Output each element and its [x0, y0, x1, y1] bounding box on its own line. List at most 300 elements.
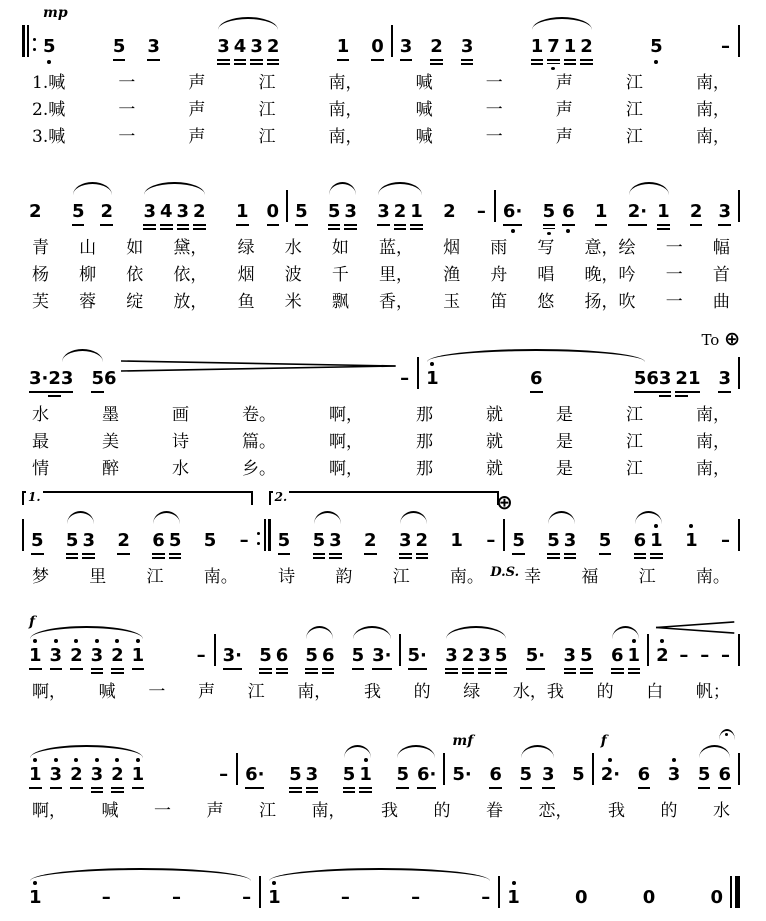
note — [489, 758, 502, 798]
note-number: 3 — [398, 530, 412, 551]
system — [22, 614, 740, 706]
note — [408, 639, 427, 679]
barline — [738, 190, 740, 235]
lyric-syllable: 啊， — [329, 432, 363, 452]
note-underlines — [328, 222, 341, 235]
octave-dot-above — [272, 881, 276, 885]
note-underlines — [117, 551, 130, 564]
note — [452, 758, 471, 798]
note-underlines — [628, 222, 647, 235]
underline — [160, 224, 173, 226]
lyric-syllable: 一 — [665, 265, 683, 285]
note-group — [600, 733, 621, 798]
barline — [738, 634, 740, 679]
note-number: 3 — [658, 368, 672, 389]
note-number: 6 — [637, 764, 651, 785]
lyric-syllable: 篇。 — [242, 432, 276, 452]
underline — [31, 553, 44, 555]
note — [276, 639, 289, 679]
note — [196, 639, 207, 679]
octave-dot-above — [512, 881, 516, 885]
lyric-syllable: 是 — [556, 432, 573, 452]
lyric-syllable: 如 — [331, 238, 349, 258]
note-group — [443, 179, 456, 235]
note — [111, 758, 124, 798]
underline — [394, 224, 407, 226]
underline — [628, 668, 641, 670]
note-group — [400, 14, 474, 70]
note-group — [634, 508, 663, 564]
note-number: 4 — [159, 201, 173, 222]
lyric-syllable: 飘 — [331, 292, 349, 312]
underline — [547, 63, 560, 65]
note-number: – — [411, 887, 421, 908]
note-number: 5 — [65, 530, 79, 551]
underline — [66, 553, 79, 555]
note-underlines — [575, 908, 588, 921]
note-underlines — [450, 551, 463, 564]
lyric-syllable: 扬，吹 — [584, 292, 636, 312]
lyric-syllable: 如 — [126, 238, 144, 258]
note — [377, 195, 390, 235]
note-underlines — [410, 222, 423, 235]
note-number: 2 — [443, 201, 456, 222]
octave-dot-above — [54, 639, 58, 643]
note — [503, 195, 522, 235]
note — [450, 524, 463, 564]
note-number: 2 — [364, 530, 377, 551]
lyric-syllable: 最 — [32, 432, 49, 452]
note — [564, 639, 577, 679]
note-underlines — [718, 389, 731, 402]
note — [531, 30, 544, 70]
note-number: – — [171, 887, 181, 908]
underline — [337, 59, 350, 61]
note-underlines — [177, 222, 190, 235]
lyric-syllable: 那 — [416, 459, 433, 479]
lyric-syllable: 蓉 — [79, 292, 97, 312]
slur — [30, 626, 143, 639]
underline — [91, 791, 104, 793]
underline — [599, 553, 612, 555]
underline — [223, 668, 242, 670]
note — [580, 639, 593, 679]
note-underlines — [408, 666, 427, 679]
note-number: – — [721, 530, 731, 551]
note-number: 3 — [344, 201, 357, 222]
note — [234, 30, 247, 70]
note-number: 5 — [168, 530, 182, 551]
slur — [532, 17, 592, 30]
underline — [657, 224, 670, 226]
underline — [634, 391, 647, 393]
underline — [564, 553, 577, 555]
note-underlines — [678, 666, 689, 679]
lyric-syllable: 是 — [556, 405, 573, 425]
note-underlines — [650, 551, 663, 564]
note — [690, 195, 703, 235]
measure — [419, 346, 738, 402]
note-number: 3 — [399, 36, 413, 57]
note-number: 3 — [718, 368, 731, 389]
underline — [657, 228, 670, 230]
underline — [250, 63, 263, 65]
note-group — [236, 179, 279, 235]
note-number: – — [196, 645, 206, 666]
note-number: 1 — [507, 887, 520, 908]
note-number: 5 — [580, 645, 593, 666]
lyric-syllable: 江 — [259, 801, 276, 821]
underline — [305, 672, 318, 674]
note-underlines — [572, 785, 585, 798]
barline-stroke — [264, 519, 266, 551]
underline — [111, 672, 124, 674]
note-number: 6 — [718, 764, 731, 785]
underline — [718, 391, 731, 393]
lyric-syllable: 波 — [284, 265, 302, 285]
lyric-syllable: 一 — [154, 801, 171, 821]
note-group — [278, 508, 291, 564]
note-group — [29, 865, 252, 921]
notes-row — [22, 733, 740, 798]
underline — [160, 228, 173, 230]
barline-stroke — [22, 25, 25, 57]
measure — [271, 490, 504, 564]
note-group — [29, 614, 145, 679]
note — [720, 524, 731, 564]
lyric-syllable: 声 — [188, 100, 206, 120]
underline — [132, 787, 145, 789]
note-group — [710, 865, 723, 921]
underline — [306, 791, 319, 793]
lyric-syllable: 米 — [284, 292, 302, 312]
note-number: – — [700, 645, 710, 666]
lyric-syllable: 南， — [328, 73, 363, 93]
note-underlines — [445, 666, 458, 679]
lyric-syllable: 江 — [258, 100, 276, 120]
note-underlines — [394, 222, 407, 235]
note-group — [29, 346, 48, 402]
barline — [730, 876, 740, 921]
slur — [612, 626, 639, 639]
underline — [132, 668, 145, 670]
note — [634, 362, 647, 402]
note-number: 6 — [633, 530, 647, 551]
lyric-syllable: 的 — [413, 682, 431, 702]
note — [104, 362, 117, 402]
octave-dot-above — [632, 639, 636, 643]
note — [313, 524, 326, 564]
hairpin-lines — [121, 359, 396, 373]
note-number: 3 — [718, 201, 731, 222]
underline — [29, 668, 42, 670]
lyric-syllable: 南， — [328, 100, 363, 120]
note — [400, 30, 413, 70]
note-underlines — [91, 389, 104, 402]
note-number: 3 — [90, 764, 104, 785]
lyric-syllable: 首 — [712, 265, 730, 285]
note-number: 2 — [675, 368, 688, 389]
underline — [503, 224, 522, 226]
note — [718, 195, 731, 235]
underline — [526, 668, 545, 670]
underline — [512, 553, 525, 555]
note-underlines — [628, 666, 641, 679]
note-number: 6 — [103, 368, 117, 389]
octave-dot-above — [430, 362, 434, 366]
note — [111, 639, 124, 679]
note-number: 2 — [461, 645, 475, 666]
note-underlines — [29, 666, 42, 679]
note-group — [628, 179, 670, 235]
system — [22, 490, 740, 591]
note-number: 3 — [60, 368, 74, 389]
note-group — [399, 346, 410, 402]
note-number: 6 — [562, 201, 575, 222]
note — [171, 881, 182, 921]
note-underlines — [462, 666, 475, 679]
note-number: 2 — [111, 645, 124, 666]
underline — [113, 59, 126, 61]
barline — [738, 25, 740, 70]
note-number: 1 — [627, 645, 641, 666]
note — [50, 758, 63, 798]
note-underlines — [50, 666, 63, 679]
note-underlines — [530, 389, 543, 402]
lyric-syllable: 的 — [433, 801, 451, 821]
barline — [22, 25, 36, 70]
underline — [344, 224, 357, 226]
lyric-syllable: 一 — [118, 127, 136, 147]
underline — [50, 787, 63, 789]
slur — [30, 745, 143, 758]
note — [329, 524, 342, 564]
note-underlines — [82, 551, 95, 564]
note — [100, 195, 113, 235]
note-underlines — [399, 551, 412, 564]
underline — [193, 224, 206, 226]
lyric-syllable: 一 — [118, 73, 136, 93]
note-group — [650, 14, 663, 70]
lyric-syllable: 一 — [148, 682, 166, 702]
note-number: 3 — [217, 36, 230, 57]
note-underlines — [147, 57, 160, 70]
underline — [289, 791, 302, 793]
lyric-syllable: 就 — [486, 432, 503, 452]
note — [399, 362, 410, 402]
underline — [675, 391, 688, 393]
underline — [152, 553, 165, 555]
note-underlines — [66, 551, 79, 564]
note-underlines — [322, 666, 335, 679]
underline — [193, 228, 206, 230]
note-group — [104, 346, 117, 402]
note — [688, 362, 701, 402]
dynamic-mark: mp — [43, 5, 68, 21]
slur — [400, 511, 427, 524]
note — [289, 758, 302, 798]
underline — [295, 224, 308, 226]
note-underlines — [580, 57, 593, 70]
note-underlines — [526, 666, 545, 679]
underline — [359, 791, 372, 793]
underline — [177, 228, 190, 230]
slur — [699, 745, 730, 758]
note-number: 0 — [642, 887, 656, 908]
note-underlines — [698, 785, 711, 798]
note-underlines — [169, 551, 182, 564]
note — [638, 758, 651, 798]
note-group — [575, 865, 588, 921]
measure — [216, 623, 399, 679]
note-number: 2 — [193, 201, 206, 222]
lyric-syllable: 2.喊 — [32, 100, 66, 120]
note-underlines — [43, 57, 56, 70]
note-underlines — [443, 222, 456, 235]
note-group — [117, 508, 130, 564]
note-group — [643, 865, 656, 921]
lyric-syllable: 柳 — [79, 265, 97, 285]
note-number: 3 — [542, 764, 555, 785]
note-number: 5 — [342, 764, 356, 785]
underline — [410, 224, 423, 226]
note-number: 1 — [594, 201, 608, 222]
underline — [543, 228, 556, 230]
note-group — [337, 14, 384, 70]
note-underlines — [218, 785, 229, 798]
lyric-syllable: 乡。 — [242, 459, 276, 479]
note — [113, 30, 126, 70]
lyric-syllable: 恋， — [538, 801, 573, 821]
notes-row — [22, 865, 740, 921]
octave-dot-below — [47, 60, 51, 64]
note-number: 5 — [259, 645, 272, 666]
note-underlines — [634, 389, 647, 402]
measure — [24, 490, 257, 564]
note — [530, 362, 543, 402]
system — [22, 865, 740, 921]
lyric-syllable: 喊 — [101, 801, 119, 821]
note — [218, 758, 229, 798]
measure — [22, 346, 417, 402]
note — [66, 524, 79, 564]
underline — [313, 557, 326, 559]
lyric-syllable: 一 — [485, 73, 503, 93]
lyric-line — [22, 429, 740, 456]
note-underlines — [520, 785, 533, 798]
underline — [217, 63, 230, 65]
coda-icon: ⊕ — [495, 490, 513, 514]
note-underlines — [657, 222, 670, 235]
note-underlines — [417, 785, 436, 798]
barline — [257, 519, 271, 564]
note-underlines — [564, 551, 577, 564]
note — [344, 195, 357, 235]
note-underlines — [29, 908, 42, 921]
note-number: 5 — [31, 530, 44, 551]
note — [268, 881, 281, 921]
note-group — [452, 733, 474, 798]
slur — [427, 349, 645, 362]
note-group — [699, 623, 710, 679]
underline — [445, 672, 458, 674]
note-underlines — [562, 222, 575, 235]
note-underlines — [372, 666, 391, 679]
note — [70, 639, 83, 679]
note — [628, 639, 641, 679]
underline — [580, 59, 593, 61]
lyric-syllable: 里 — [89, 567, 107, 587]
note — [399, 524, 412, 564]
lyric-syllable: 一 — [485, 100, 503, 120]
underline — [278, 553, 291, 555]
measure — [261, 865, 498, 921]
note-number: 2 — [580, 36, 593, 57]
note — [495, 639, 508, 679]
note-underlines — [70, 666, 83, 679]
underline — [289, 787, 302, 789]
note-underlines — [400, 57, 413, 70]
note-number: 6· — [502, 201, 523, 222]
underline — [100, 224, 113, 226]
note — [306, 758, 319, 798]
note — [685, 524, 698, 564]
underline — [417, 787, 436, 789]
note — [564, 30, 577, 70]
note — [217, 30, 230, 70]
note-underlines — [720, 57, 731, 70]
note-number: 5 — [203, 530, 217, 551]
coda-icon: ⊕ — [724, 328, 740, 350]
note-underlines — [650, 57, 663, 70]
underline — [638, 787, 651, 789]
note-underlines — [542, 785, 555, 798]
note-group — [572, 742, 585, 798]
note-number: 2 — [415, 530, 429, 551]
octave-dot-above — [95, 639, 99, 643]
note-underlines — [111, 666, 124, 679]
note-number: 1 — [426, 368, 439, 389]
note-number: 3· — [29, 368, 49, 389]
note-group — [450, 508, 463, 564]
note — [718, 758, 731, 798]
note-group — [646, 346, 659, 402]
note-group — [66, 508, 95, 564]
note-group — [29, 742, 144, 798]
octave-dot-above — [689, 524, 693, 528]
underline — [234, 59, 247, 61]
underline — [259, 668, 272, 670]
underline — [634, 553, 647, 555]
note-underlines — [461, 57, 474, 70]
octave-dot-above — [608, 758, 612, 762]
note-underlines — [132, 666, 145, 679]
note-number: 5 — [312, 530, 326, 551]
lyric-syllable: 诗 — [172, 432, 189, 452]
note — [547, 524, 560, 564]
lyric-syllable: 一 — [665, 292, 683, 312]
note-underlines — [489, 785, 502, 798]
note-number: 7 — [547, 36, 560, 57]
lyric-syllable: 绿 — [463, 682, 481, 702]
note — [650, 30, 663, 70]
note-underlines — [236, 222, 249, 235]
note-underlines — [295, 222, 308, 235]
note-underlines — [344, 222, 357, 235]
octave-dot-above — [33, 758, 37, 762]
underline — [364, 553, 377, 555]
lyric-syllable: 渔 — [443, 265, 461, 285]
